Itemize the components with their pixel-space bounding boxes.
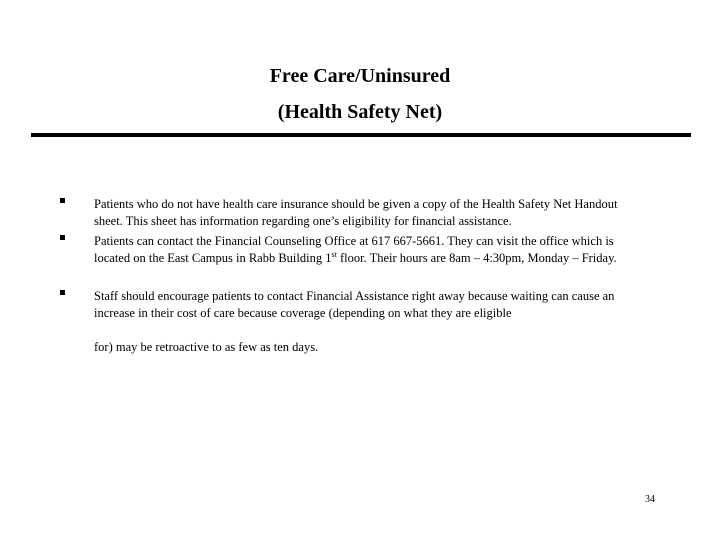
bullet-text-part: Patients can contact the Financial Counseling Office at 617 667-5661. They can visit the office which is located on the East Campus in Rabb Building 1 [94, 234, 614, 265]
bullet-text-part: floor. Their hours are 8am – 4:30pm, Monday – Friday. [336, 251, 617, 265]
page-number: 34 [645, 494, 655, 505]
bullet-square-icon [60, 198, 65, 203]
bullet-text [94, 233, 639, 267]
title-line-2: (Health Safety Net) [277, 101, 443, 123]
bullet-square-icon [60, 235, 65, 240]
bullet-text: Patients who do not have health care insurance should be given a copy of the Health Safety Net Handout sheet. This sheet has information regarding one’s eligibility for financial assistance. [94, 197, 618, 228]
bullet-square-icon [60, 290, 65, 295]
bullet-text: Staff should encourage patients to contact Financial Assistance right away because waiting can cause an increase in their cost of care because coverage (depending on what they are eligible [94, 289, 615, 320]
bullet-continuation: for) may be retroactive to as few as ten days. [94, 340, 319, 354]
ordinal-superscript: st [331, 249, 337, 259]
title-line-1: Free Care/Uninsured [269, 65, 451, 87]
title-divider [31, 133, 691, 137]
slide-title [0, 58, 720, 130]
